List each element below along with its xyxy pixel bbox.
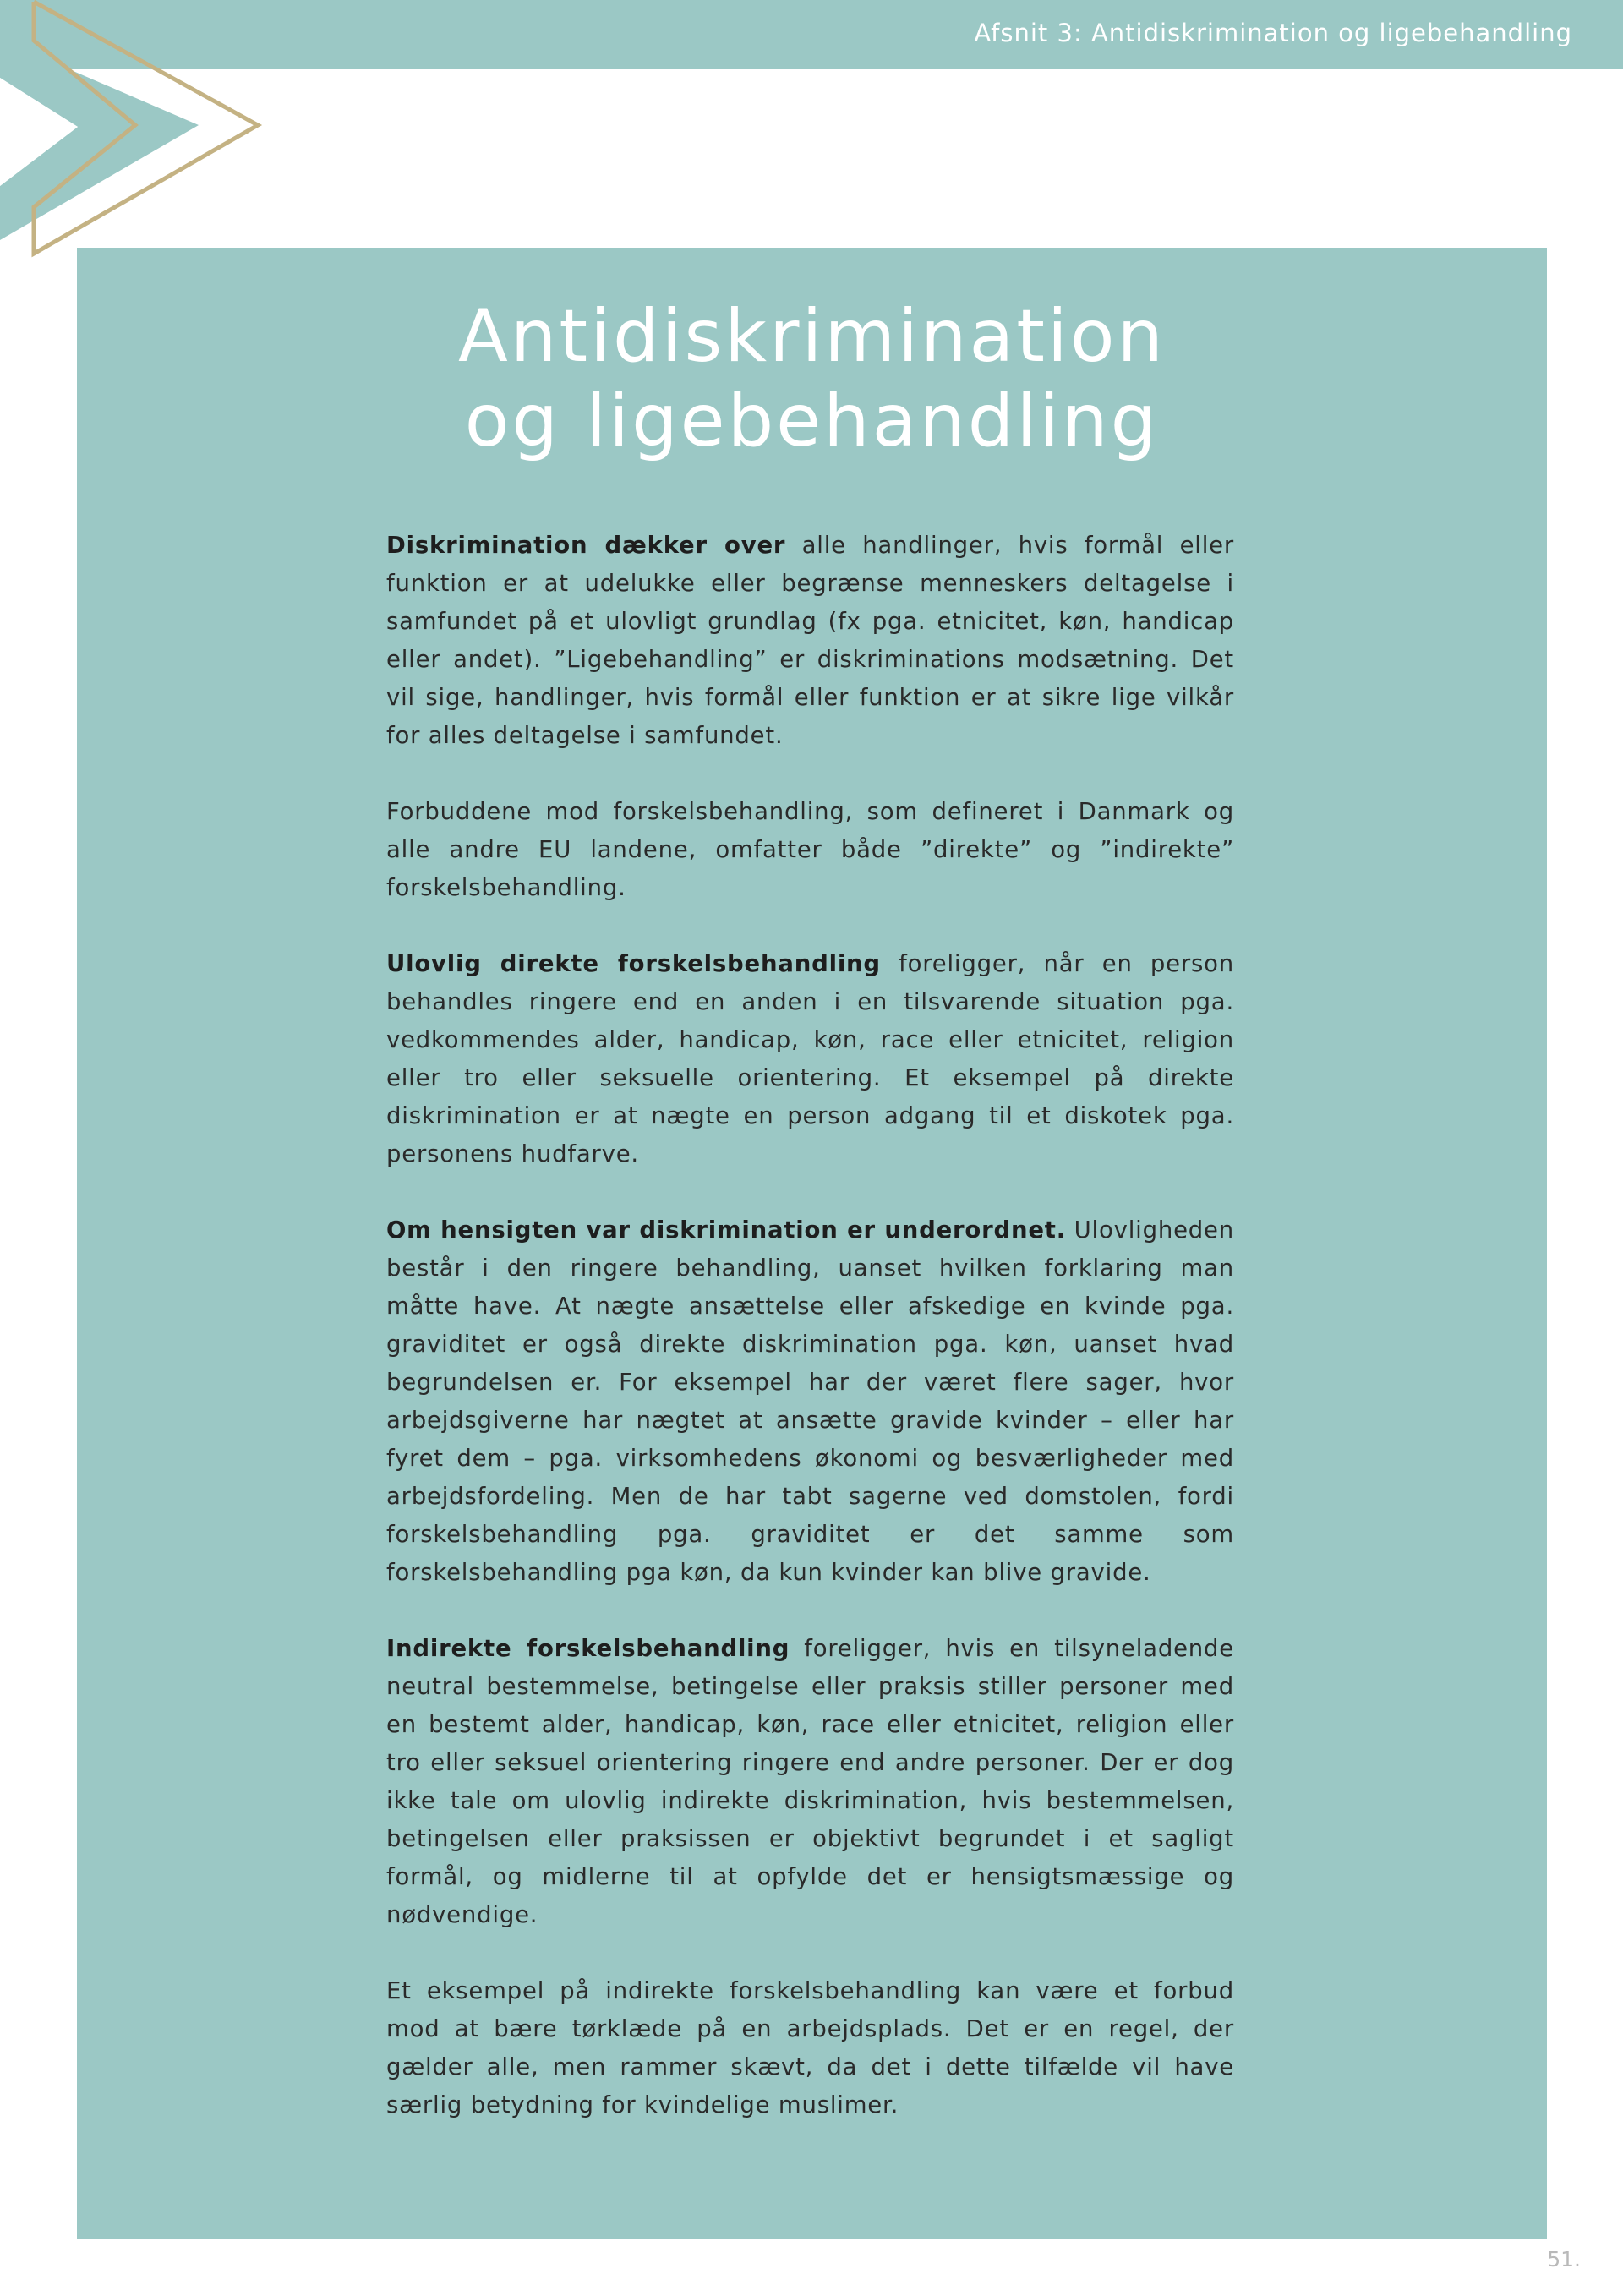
- paragraph-4-text: Ulovligheden består i den ringere behandling, uanset hvilken forklaring man måtte have. At nægte ansættelse eller afskedige en kvinde pga. graviditet er også direkte diskrimination pga. køn, uanset hvad begrundelsen er. For eksempel har der været flere sager, hvor arbejdsgiverne har nægtet at ansætte gravide kvinder – eller har fyret dem – pga. virksomhedens økonomi og besværligheder med arbejdsfordeling. Men de har tabt sagerne ved domstolen, fordi forskelsbehandling pga. graviditet er det samme som forskelsbehandling pga køn, da kun kvinder kan blive gravide.: [386, 1216, 1234, 1586]
- paragraph-2: [386, 793, 1234, 907]
- paragraph-2-text: Forbuddene mod forskelsbehandling, som defineret i Danmark og alle andre EU landene, omfatter både ”direkte” og ”indirekte” forskelsbehandling.: [386, 798, 1234, 901]
- paragraph-1-lead: Diskrimination dækker over: [386, 532, 786, 559]
- double-chevron-arrow-icon: [0, 0, 270, 262]
- page-title: [77, 294, 1547, 463]
- paragraph-1-text: alle handlinger, hvis formål eller funktion er at udelukke eller begrænse menneskers deltagelse i samfundet på et ulovligt grundlag (fx pga. etnicitet, køn, handicap eller andet). ”Ligebehandling” er diskriminations modsætning. Det vil sige, handlinger, hvis formål eller funktion er at sikre lige vilkår for alles deltagelse i samfundet.: [386, 532, 1234, 749]
- paragraph-5-lead: Indirekte forskelsbehandling: [386, 1635, 790, 1662]
- paragraph-1: [386, 527, 1234, 755]
- paragraph-6: [386, 1972, 1234, 2124]
- paragraph-4-lead: Om hensigten var diskrimination er underordnet.: [386, 1216, 1066, 1244]
- paragraph-3: [386, 945, 1234, 1173]
- page-number: 51.: [1547, 2247, 1581, 2271]
- page-title-line-1: Antidiskrimination: [458, 294, 1166, 379]
- body-text: [386, 527, 1234, 2162]
- paragraph-3-text: foreligger, når en person behandles ringere end en anden i en tilsvarende situation pga. vedkommendes alder, handicap, køn, race eller etnicitet, religion eller tro eller seksuelle orientering. Et eksempel på direkte diskrimination er at nægte en person adgang til et diskotek pga. personens hudfarve.: [386, 950, 1234, 1167]
- section-header: Afsnit 3: Antidiskrimination og ligebehandling: [974, 19, 1572, 47]
- paragraph-3-lead: Ulovlig direkte forskelsbehandling: [386, 950, 881, 977]
- paragraph-6-text: Et eksempel på indirekte forskelsbehandling kan være et forbud mod at bære tørklæde på en arbejdsplads. Det er en regel, der gælder alle, men rammer skævt, da det i dette tilfælde vil have særlig betydning for kvindelige muslimer.: [386, 1977, 1234, 2118]
- paragraph-4: [386, 1211, 1234, 1592]
- page-title-line-2: og ligebehandling: [464, 379, 1160, 463]
- paragraph-5: [386, 1630, 1234, 1934]
- content-panel: [77, 248, 1547, 2239]
- paragraph-5-text: foreligger, hvis en tilsyneladende neutral bestemmelse, betingelse eller praksis stiller personer med en bestemt alder, handicap, køn, race eller etnicitet, religion eller tro eller seksuel orientering ringere end andre personer. Der er dog ikke tale om ulovlig indirekte diskrimination, hvis bestemmelsen, betingelsen eller praksissen er objektivt begrundet i et sagligt formål, og midlerne til at opfylde det er hensigtsmæssige og nødvendige.: [386, 1635, 1234, 1928]
